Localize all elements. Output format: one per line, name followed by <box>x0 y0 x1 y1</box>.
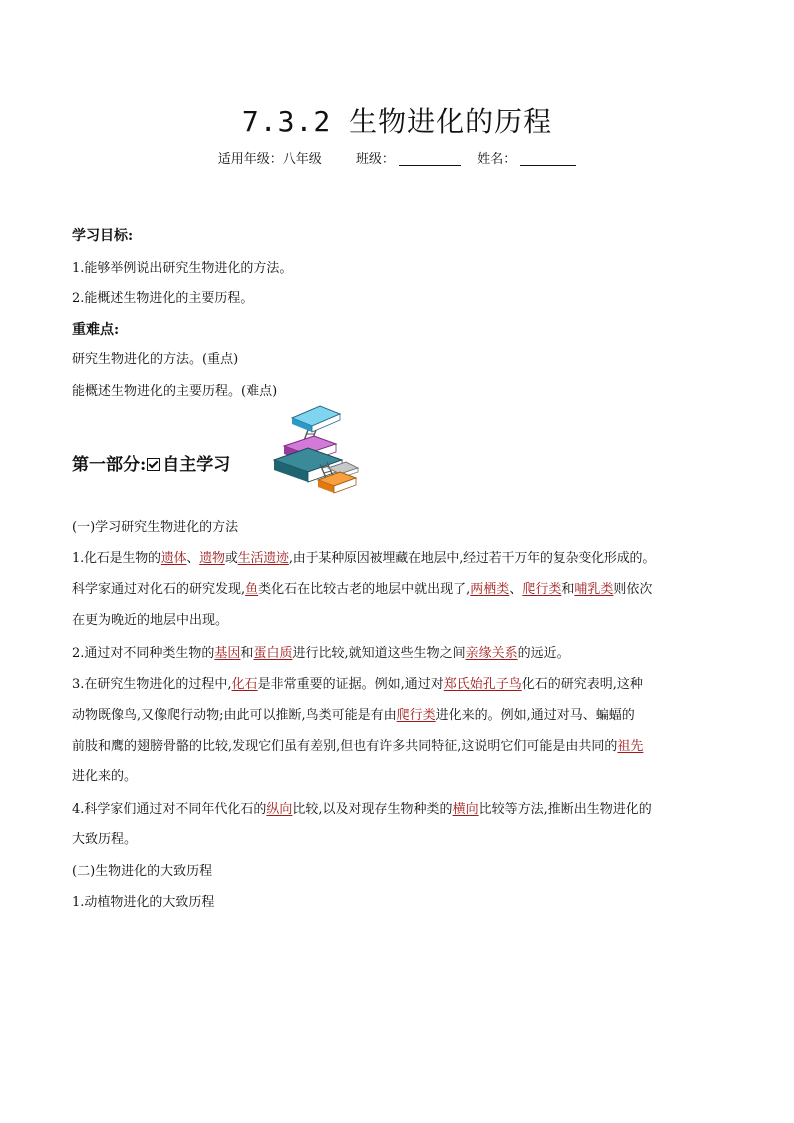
text-segment: 、 <box>509 582 523 597</box>
text-segment: 科学家通过对化石的研究发现, <box>72 582 246 597</box>
paragraph-4-line-2: 大致历程。 <box>72 832 138 847</box>
keyword-answer: 郑氏始孔子鸟 <box>443 677 522 692</box>
keypoint-item: 能概述生物进化的主要历程。(难点) <box>72 384 278 399</box>
paragraph-1-line-3: 在更为晚近的地层中出现。 <box>72 613 229 628</box>
text-segment: 2.通过对不同种类生物的 <box>72 646 215 661</box>
keypoint-item: 研究生物进化的方法。(重点) <box>72 352 239 367</box>
keyword-answer: 遗物 <box>199 551 225 566</box>
text-segment: 或 <box>224 551 238 566</box>
keyword-answer: 爬行类 <box>522 582 562 597</box>
part1-heading <box>72 450 230 475</box>
keyword-answer: 两栖类 <box>470 582 510 597</box>
part1-label: 自主学习 <box>162 455 231 475</box>
keyword-answer: 基因 <box>214 646 241 661</box>
paragraph-3-line-3 <box>72 737 643 757</box>
paragraph-3-line-2 <box>72 706 635 726</box>
paragraph-3-line-1 <box>72 675 643 695</box>
page-title: 7.3.2 生物进化的历程 <box>241 105 553 138</box>
text-segment: 类化石在比较古老的地层中就出现了, <box>258 582 471 597</box>
text-segment: 、 <box>186 551 200 566</box>
goals-heading: 学习目标: <box>72 228 134 244</box>
text-segment: 和 <box>561 582 575 597</box>
text-segment: 的远近。 <box>517 646 570 661</box>
paragraph-1-line-1 <box>72 549 655 569</box>
info-line <box>0 148 794 167</box>
paragraph-2 <box>72 644 570 664</box>
keyword-answer: 化石 <box>231 677 258 692</box>
checked-box-icon <box>147 458 160 471</box>
text-segment: 则依次 <box>613 582 653 597</box>
text-segment: 1.化石是生物的 <box>72 551 161 566</box>
text-segment: 比较等方法,推断出生物进化的 <box>478 802 652 817</box>
keyword-answer: 亲缘关系 <box>465 646 518 661</box>
goal-item: 1.能够举例说出研究生物进化的方法。 <box>72 261 293 276</box>
class-label: 班级： <box>355 152 395 167</box>
text-segment: 进行比较,就知道这些生物之间 <box>292 646 466 661</box>
text-segment: 4.科学家们通过对不同年代化石的 <box>72 802 267 817</box>
keyword-answer: 纵向 <box>266 802 293 817</box>
keyword-answer: 哺乳类 <box>574 582 614 597</box>
name-blank-field[interactable] <box>520 151 576 166</box>
class-blank-field[interactable] <box>399 151 461 166</box>
keyword-answer: 鱼 <box>245 582 259 597</box>
part1-prefix: 第一部分: <box>72 455 147 475</box>
grade-label: 适用年级：八年级 <box>217 152 322 167</box>
text-segment: 进化来的。例如,通过对马、蝙蝠的 <box>435 708 635 723</box>
keyword-answer: 蛋白质 <box>253 646 293 661</box>
paragraph-3-line-4: 进化来的。 <box>72 769 138 784</box>
text-segment: 化石的研究表明,这种 <box>521 677 643 692</box>
paragraph-1-line-2 <box>72 580 652 600</box>
section2-item: 1.动植物进化的大致历程 <box>72 895 215 910</box>
stacked-books-icon <box>270 402 360 496</box>
text-segment: 比较,以及对现存生物种类的 <box>292 802 453 817</box>
text-segment: 前肢和鹰的翅膀骨骼的比较,发现它们虽有差别,但也有许多共同特征,这说明它们可能是由共同的 <box>72 739 618 754</box>
section2-heading: (二)生物进化的大致历程 <box>72 864 213 879</box>
text-segment: 是非常重要的证据。例如,通过对 <box>257 677 444 692</box>
paragraph-4-line-1 <box>72 800 652 820</box>
section1-heading: (一)学习研究生物进化的方法 <box>72 520 239 535</box>
keyword-answer: 横向 <box>452 802 479 817</box>
text-segment: ,由于某种原因被埋藏在地层中,经过若干万年的复杂变化形成的。 <box>288 551 656 566</box>
goal-item: 2.能概述生物进化的主要历程。 <box>72 291 254 306</box>
text-segment: 和 <box>240 646 254 661</box>
keyword-answer: 祖先 <box>617 739 644 754</box>
name-label: 姓名： <box>477 152 517 167</box>
keyword-answer: 生活遗迹 <box>237 551 289 566</box>
keyword-answer: 爬行类 <box>396 708 436 723</box>
keypoints-heading: 重难点: <box>72 322 120 338</box>
text-segment: 3.在研究生物进化的过程中, <box>72 677 232 692</box>
keyword-answer: 遗体 <box>160 551 187 566</box>
text-segment: 动物既像鸟,又像爬行动物;由此可以推断,鸟类可能是有由 <box>72 708 397 723</box>
